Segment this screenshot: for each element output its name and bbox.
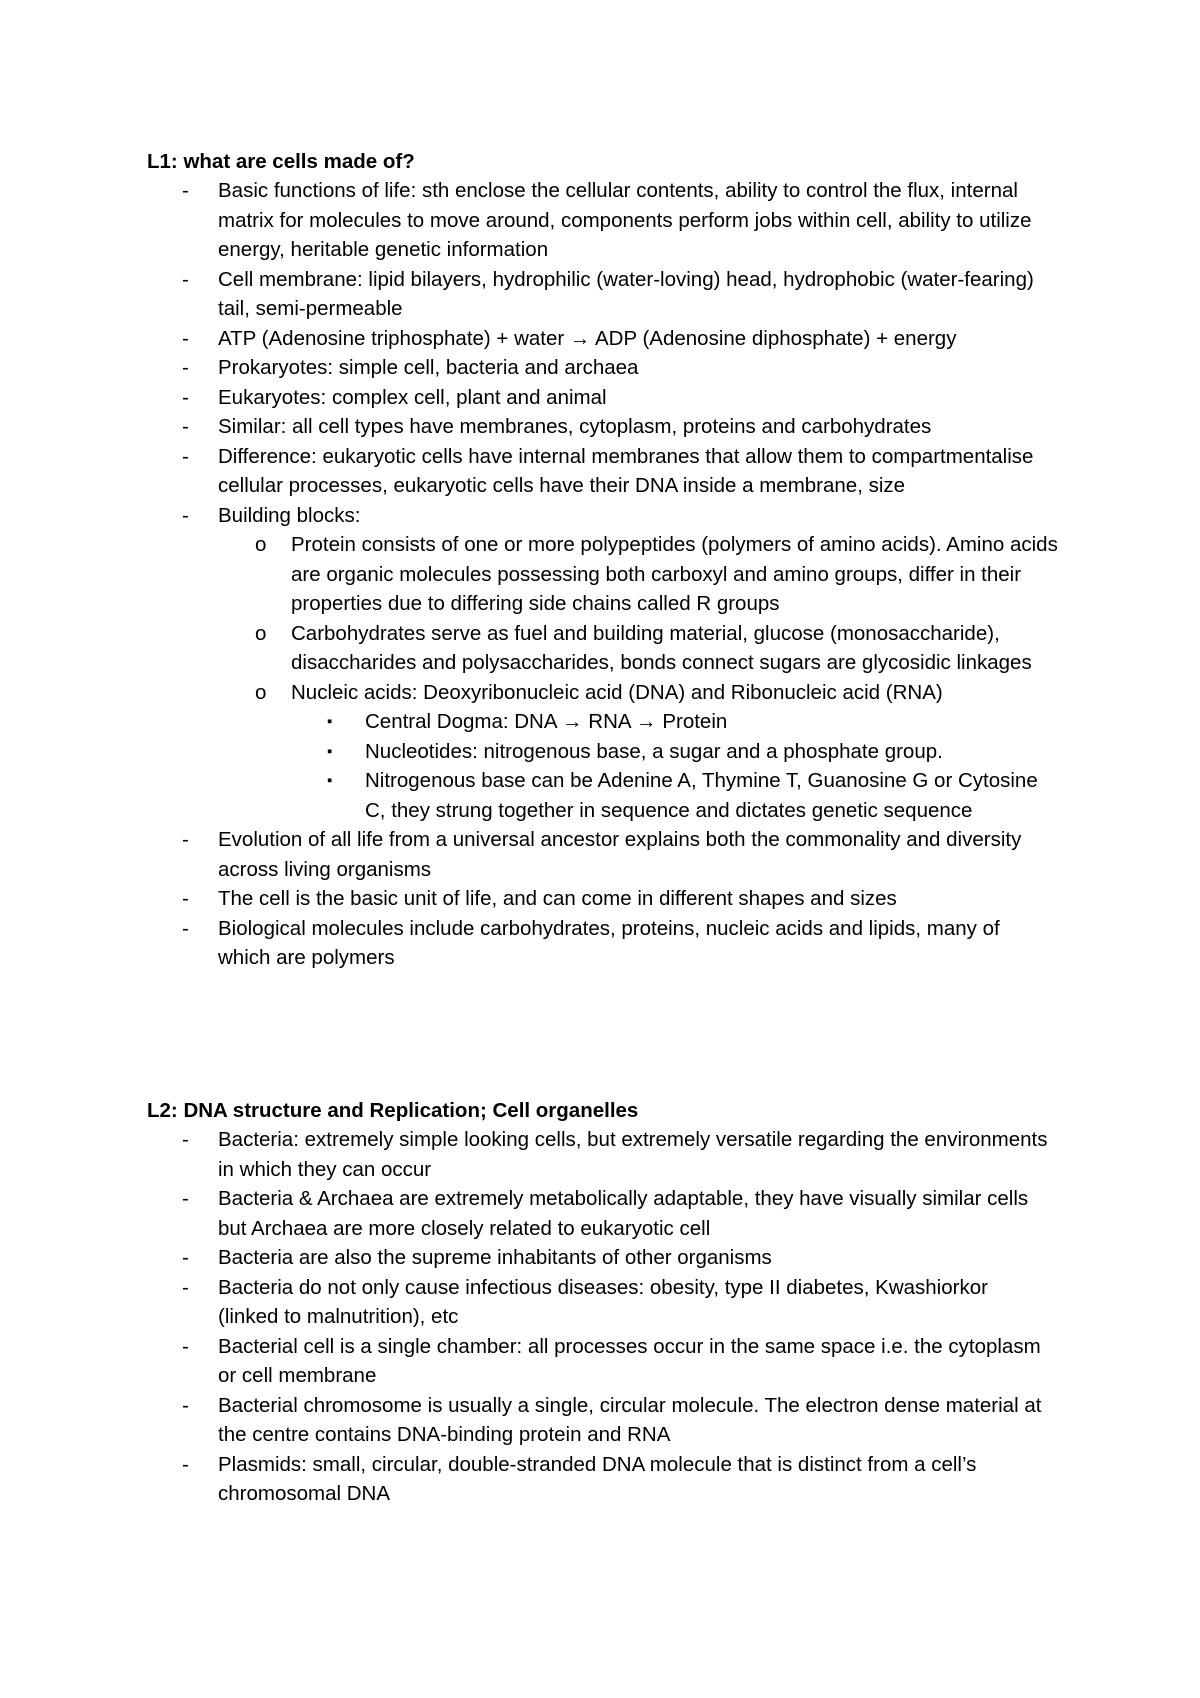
list-item-text: Nucleotides: nitrogenous base, a sugar and a phosphate group. <box>365 739 943 763</box>
bullet-marker: - <box>182 385 189 409</box>
list-item <box>0 530 1061 619</box>
section-list-l1 <box>0 176 1200 973</box>
list-item <box>0 1243 1048 1273</box>
list-item-text: Basic functions of life: sth enclose the cellular contents, ability to control the flux, internal matrix for molecules to move around, components perform jobs within cell, ability to utilize energy, heritable genetic information <box>218 179 1032 261</box>
section-heading-l2: L2: DNA structure and Replication; Cell organelles <box>147 1099 639 1122</box>
bullet-marker: - <box>182 356 189 379</box>
list-item-text: Eukaryotes: complex cell, plant and animal <box>218 385 607 409</box>
list-item-text: Evolution of all life from a universal ancestor explains both the commonality and diversity across living organisms <box>218 828 1022 881</box>
list-item-text: Carbohydrates serve as fuel and building material, glucose (monosaccharide), disaccharides and polysaccharides, bonds connect sugars are glycosidic linkages <box>291 621 1032 674</box>
list-item <box>0 1273 1048 1332</box>
list-item <box>0 353 1048 383</box>
bullet-marker: - <box>182 1452 189 1476</box>
bullet-marker: ▪ <box>327 742 333 760</box>
list-item-text: Building blocks: <box>218 503 361 527</box>
section-heading-l1: L1: what are cells made of? <box>147 150 415 173</box>
bullet-marker: - <box>182 179 189 202</box>
list-item-text: Central Dogma: DNA → RNA → Protein <box>365 710 728 733</box>
bullet-marker: o <box>255 621 267 645</box>
list-item <box>0 678 1061 708</box>
bullet-marker: - <box>182 828 189 851</box>
list-item <box>0 501 1048 531</box>
bullet-marker: ▪ <box>327 713 333 730</box>
bullet-marker: - <box>182 1246 189 1269</box>
list-item <box>0 1332 1048 1391</box>
list-item <box>0 176 1048 265</box>
list-item-text: Bacteria are also the supreme inhabitants of other organisms <box>218 1246 772 1269</box>
list-item <box>0 324 1048 354</box>
list-item <box>0 914 1048 973</box>
bullet-marker: - <box>182 1275 189 1299</box>
bullet-marker: - <box>182 444 189 468</box>
bullet-marker: - <box>182 1128 189 1151</box>
list-item <box>0 884 1048 914</box>
list-item <box>0 442 1048 501</box>
list-item-text: Bacteria: extremely simple looking cells, but extremely versatile regarding the environments in which they can occur <box>218 1128 1048 1181</box>
list-item-text: ATP (Adenosine triphosphate) + water → ADP (Adenosine diphosphate) + energy <box>218 326 957 350</box>
list-item-text: Bacterial chromosome is usually a single, circular molecule. The electron dense material at the centre contains DNA-binding protein and RNA <box>218 1393 1042 1446</box>
list-item <box>0 737 1055 767</box>
list-item <box>0 1125 1048 1184</box>
bullet-marker: - <box>182 916 189 940</box>
list-item-text: Bacterial cell is a single chamber: all processes occur in the same space i.e. the cytoplasm or cell membrane <box>218 1334 1041 1387</box>
list-item <box>0 1391 1048 1450</box>
section-list-l2 <box>0 1125 1200 1509</box>
bullet-marker: o <box>255 533 267 556</box>
bullet-marker: - <box>182 415 189 438</box>
bullet-marker: - <box>182 267 189 291</box>
list-item-text: Similar: all cell types have membranes, cytoplasm, proteins and carbohydrates <box>218 415 932 438</box>
bullet-marker: - <box>182 503 189 527</box>
bullet-marker: o <box>255 680 267 704</box>
list-item <box>0 412 1048 442</box>
list-item <box>0 707 1055 737</box>
list-item-text: Bacteria do not only cause infectious diseases: obesity, type II diabetes, Kwashiorkor (linked to malnutrition), etc <box>218 1275 988 1328</box>
bullet-marker: - <box>182 1334 189 1358</box>
list-item <box>0 265 1048 324</box>
list-item-text: Nucleic acids: Deoxyribonucleic acid (DNA) and Ribonucleic acid (RNA) <box>291 680 943 704</box>
list-item <box>0 825 1048 884</box>
list-item <box>0 1184 1048 1243</box>
list-item-text: Nitrogenous base can be Adenine A, Thymine T, Guanosine G or Cytosine C, they strung together in sequence and dictates genetic sequence <box>365 769 1038 822</box>
list-item <box>0 383 1048 413</box>
bullet-marker: ▪ <box>327 772 333 789</box>
list-item-text: Bacteria & Archaea are extremely metabolically adaptable, they have visually similar cells but Archaea are more closely related to eukaryotic cell <box>218 1187 1029 1240</box>
list-item <box>0 766 1055 825</box>
list-item-text: Prokaryotes: simple cell, bacteria and archaea <box>218 356 639 379</box>
list-item <box>0 619 1061 678</box>
bullet-marker: - <box>182 1393 189 1417</box>
list-item-text: Difference: eukaryotic cells have internal membranes that allow them to compartmentalise cellular processes, eukaryotic cells have their DNA inside a membrane, size <box>218 444 1034 497</box>
bullet-marker: - <box>182 326 189 350</box>
list-item-text: The cell is the basic unit of life, and can come in different shapes and sizes <box>218 887 897 910</box>
list-item-text: Biological molecules include carbohydrates, proteins, nucleic acids and lipids, many of which are polymers <box>218 916 1000 969</box>
list-item-text: Protein consists of one or more polypeptides (polymers of amino acids). Amino acids are organic molecules possessing both carboxyl and amino groups, differ in their properties due to differing side chains called R groups <box>291 533 1058 615</box>
list-item-text: Plasmids: small, circular, double-stranded DNA molecule that is distinct from a cell’s chromosomal DNA <box>218 1452 977 1505</box>
bullet-marker: - <box>182 1187 189 1210</box>
list-item-text: Cell membrane: lipid bilayers, hydrophilic (water-loving) head, hydrophobic (water-fearing) tail, semi-permeable <box>218 267 1034 320</box>
list-item <box>0 1450 1048 1509</box>
bullet-marker: - <box>182 887 189 910</box>
